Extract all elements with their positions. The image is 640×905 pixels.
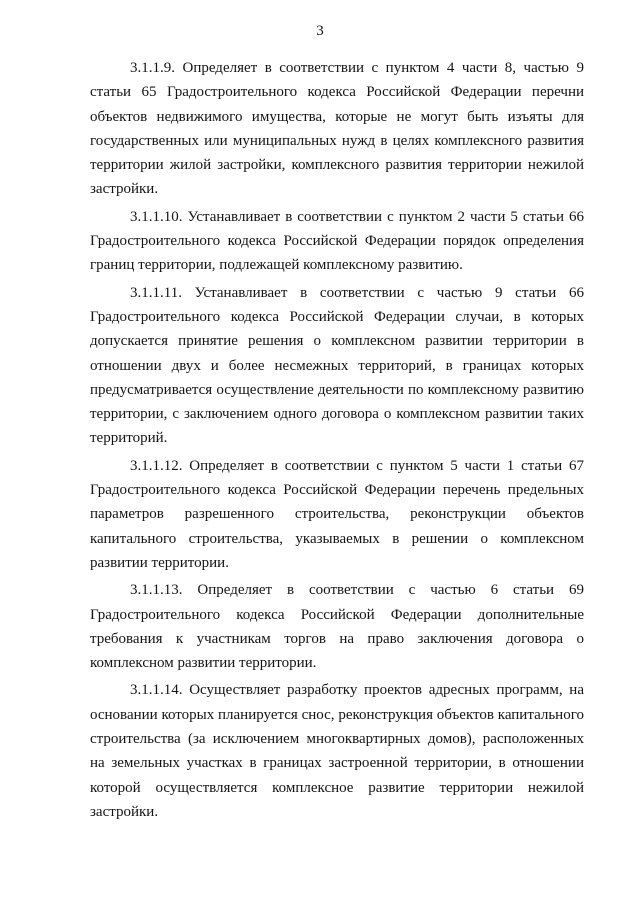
- paragraph-3-1-1-9: 3.1.1.9. Определяет в соответствии с пунктом 4 части 8, частью 9 статьи 65 Градостроительного кодекса Российской Федерации перечни объектов недвижимого имущества, которые не могут быть изъяты для государственных или муниципальных нужд в целях комплексного развития территории жилой застройки, комплексного развития территории нежилой застройки.: [90, 60, 584, 198]
- paragraph-3-1-1-11: 3.1.1.11. Устанавливает в соответствии с частью 9 статьи 66 Градостроительного кодекса Российской Федерации случаи, в которых допускается принятие решения о комплексном развитии территории в отношении двух и более несмежных территорий, в границах которых предусматривается осуществление деятельности по комплексному развитию территории, с заключением одного договора о комплексном развитии таких территорий.: [90, 284, 584, 447]
- document-body: [90, 56, 584, 827]
- page-number: 3: [316, 23, 324, 39]
- paragraph-3-1-1-12: 3.1.1.12. Определяет в соответствии с пунктом 5 части 1 статьи 67 Градостроительного кодекса Российской Федерации перечень предельных параметров разрешенного строительства, реконструкции объектов капитального строительства, указываемых в решении о комплексном развитии территории.: [90, 457, 584, 571]
- paragraph-3-1-1-14: 3.1.1.14. Осуществляет разработку проектов адресных программ, на основании которых планируется снос, реконструкция объектов капитального строительства (за исключением многоквартирных домов), расположенных на земельных участках в границах застроенной территории, в отношении которой осуществляется комплексное развитие территории нежилой застройки.: [90, 682, 584, 820]
- paragraph-3-1-1-10: 3.1.1.10. Устанавливает в соответствии с пунктом 2 части 5 статьи 66 Градостроительного кодекса Российской Федерации порядок определения границ территории, подлежащей комплексному развитию.: [90, 208, 584, 274]
- paragraph-3-1-1-13: 3.1.1.13. Определяет в соответствии с частью 6 статьи 69 Градостроительного кодекса Российской Федерации дополнительные требования к участникам торгов на право заключения договора о комплексном развитии территории.: [90, 582, 584, 672]
